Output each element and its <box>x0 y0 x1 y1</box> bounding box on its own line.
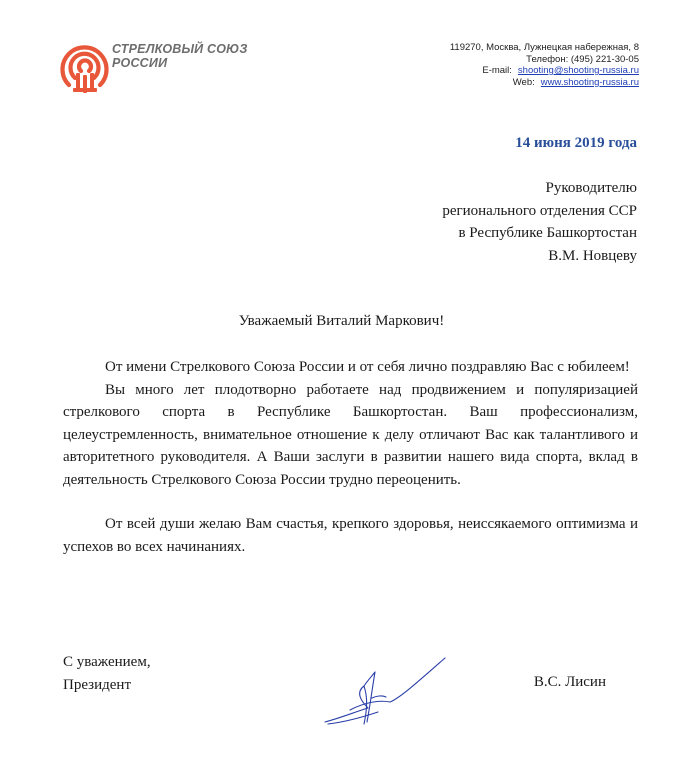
paragraph: От всей души желаю Вам счастья, крепкого здоровья, неиссякаемого оптимизма и успехов во всех начинаниях. <box>63 516 638 555</box>
address: 119270, Москва, Лужнецкая набережная, 8 <box>449 42 639 53</box>
signer-position: Президент <box>63 677 131 693</box>
phone: Телефон: (495) 221-30-05 <box>526 53 639 65</box>
web-label: Web: <box>512 76 535 88</box>
letter-body <box>63 356 638 558</box>
org-name-line1: СТРЕЛКОВЫЙ СОЮЗ <box>112 42 248 56</box>
addressee-name: В.М. Новцеву <box>548 247 637 264</box>
addressee-block <box>442 177 637 267</box>
email-link[interactable]: shooting@shooting-russia.ru <box>517 65 639 76</box>
web-link[interactable]: www.shooting-russia.ru <box>540 76 639 88</box>
paragraph: Вы много лет плодотворно работаете над продвижением и популяризацией стрелкового спорта в Республике Башкортостан. Ваш профессионализм, целеустремленность, внимательное отношение к делу отличают Вас как талантливого и авторитетного руководителя. А Ваши заслуги в развитии нашего вида спорта, вклад в деятельность Стрелкового Союза России трудно переоценить. <box>63 381 638 488</box>
web-row <box>450 77 639 89</box>
letter-date: 14 июня 2019 года <box>515 135 637 151</box>
addressee-line: Руководителю <box>545 180 637 196</box>
signer-name: В.С. Лисин <box>533 674 606 690</box>
addressee-line: в Республике Башкортостан <box>458 225 637 241</box>
salutation: Уважаемый Виталий Маркович! <box>238 313 445 329</box>
email-row <box>450 65 639 77</box>
closing-regards: С уважением, <box>63 654 151 670</box>
org-name <box>112 42 248 70</box>
handwritten-signature-icon <box>320 650 450 730</box>
paragraph: От имени Стрелкового Союза России и от себя лично поздравляю Вас с юбилеем! <box>105 359 630 375</box>
email-label: E-mail: <box>482 65 512 76</box>
addressee-line: регионального отделения ССР <box>442 202 637 219</box>
org-name-line2: РОССИИ <box>112 56 168 70</box>
closing-block <box>63 651 151 697</box>
contact-block <box>450 42 639 88</box>
